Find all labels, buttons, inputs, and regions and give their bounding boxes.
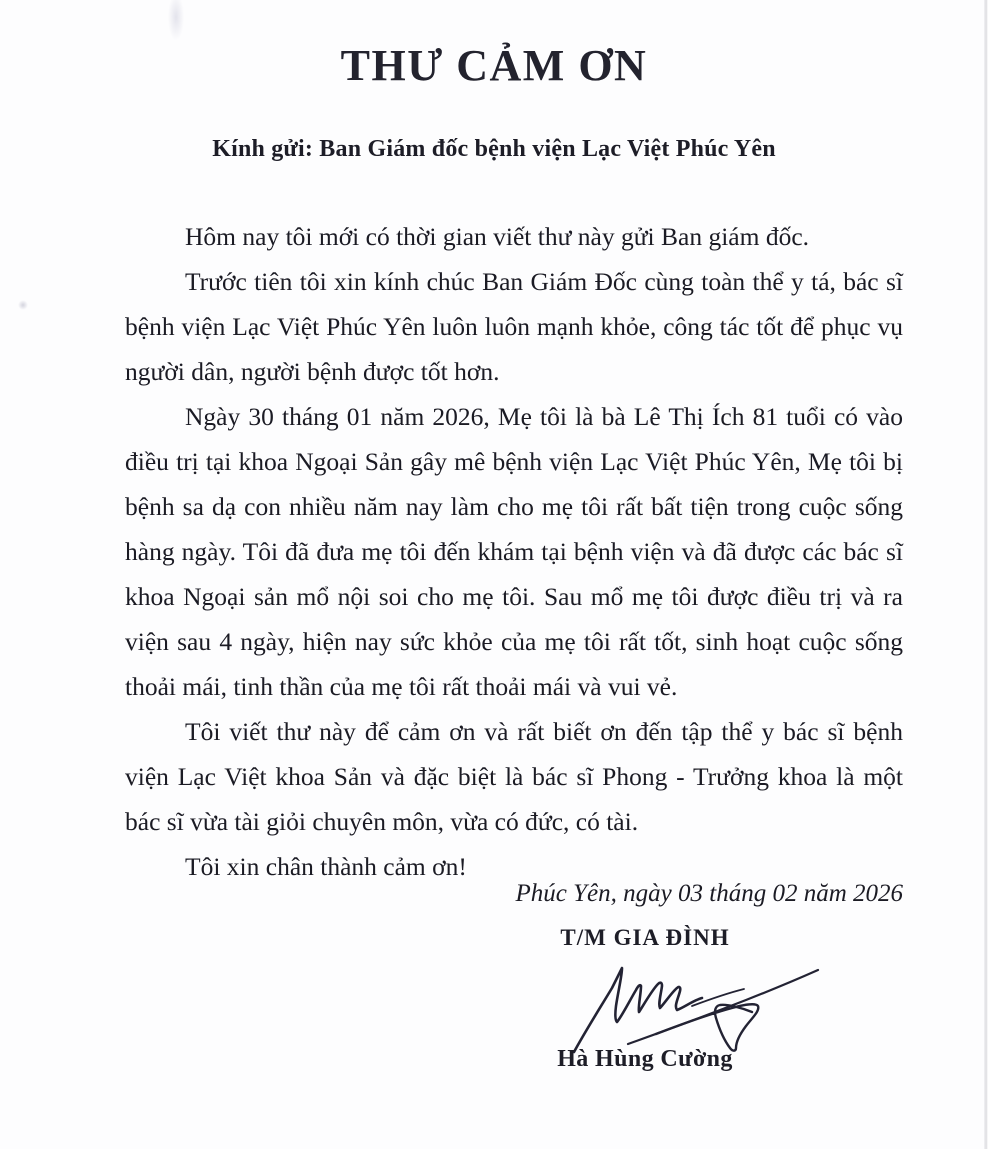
signer-role: T/M GIA ĐÌNH [560,925,730,950]
paragraph: Tôi xin chân thành cảm ơn! [185,852,467,881]
signer-name: Hà Hùng Cường [557,1046,733,1072]
paragraph: Ngày 30 tháng 01 năm 2026, Mẹ tôi là bà Lê Thị Ích 81 tuổi có vào điều trị tại khoa Ngoại Sản gây mê bệnh viện Lạc Việt Phúc Yên, Mẹ tôi bị bệnh sa dạ con nhiều năm nay làm cho mẹ tôi rất bất tiện trong cuộc sống hàng ngày. Tôi đã đưa mẹ tôi đến khám tại bệnh viện và đã được các bác sĩ khoa Ngoại sản mổ nội soi cho mẹ tôi. Sau mổ mẹ tôi được điều trị và ra viện sau 4 ngày, hiện nay sức khỏe của mẹ tôi rất tốt, sinh hoạt cuộc sống thoải mái, tinh thần của mẹ tôi rất thoải mái và vui vẻ. [125,402,903,701]
paragraph: Trước tiên tôi xin kính chúc Ban Giám Đốc cùng toàn thể y tá, bác sĩ bệnh viện Lạc Việt Phúc Yên luôn luôn mạnh khỏe, công tác tốt để phục vụ người dân, người bệnh được tốt hơn. [125,267,903,386]
paragraph: Hôm nay tôi mới có thời gian viết thư này gửi Ban giám đốc. [185,222,810,251]
page-title: THƯ CẢM ƠN [340,41,648,90]
letter-recipient: Kính gửi: Ban Giám đốc bệnh viện Lạc Việt Phúc Yên [212,136,776,162]
place-and-date: Phúc Yên, ngày 03 tháng 02 năm 2026 [515,880,903,907]
handwritten-signature [560,958,830,1054]
page-gutter [988,0,1000,1149]
letter-body [125,214,903,889]
paragraph: Tôi viết thư này để cảm ơn và rất biết ơn đến tập thể y bác sĩ bệnh viện Lạc Việt khoa Sản và đặc biệt là bác sĩ Phong - Trưởng khoa là một bác sĩ vừa tài giỏi chuyên môn, vừa có đức, có tài. [125,717,903,836]
